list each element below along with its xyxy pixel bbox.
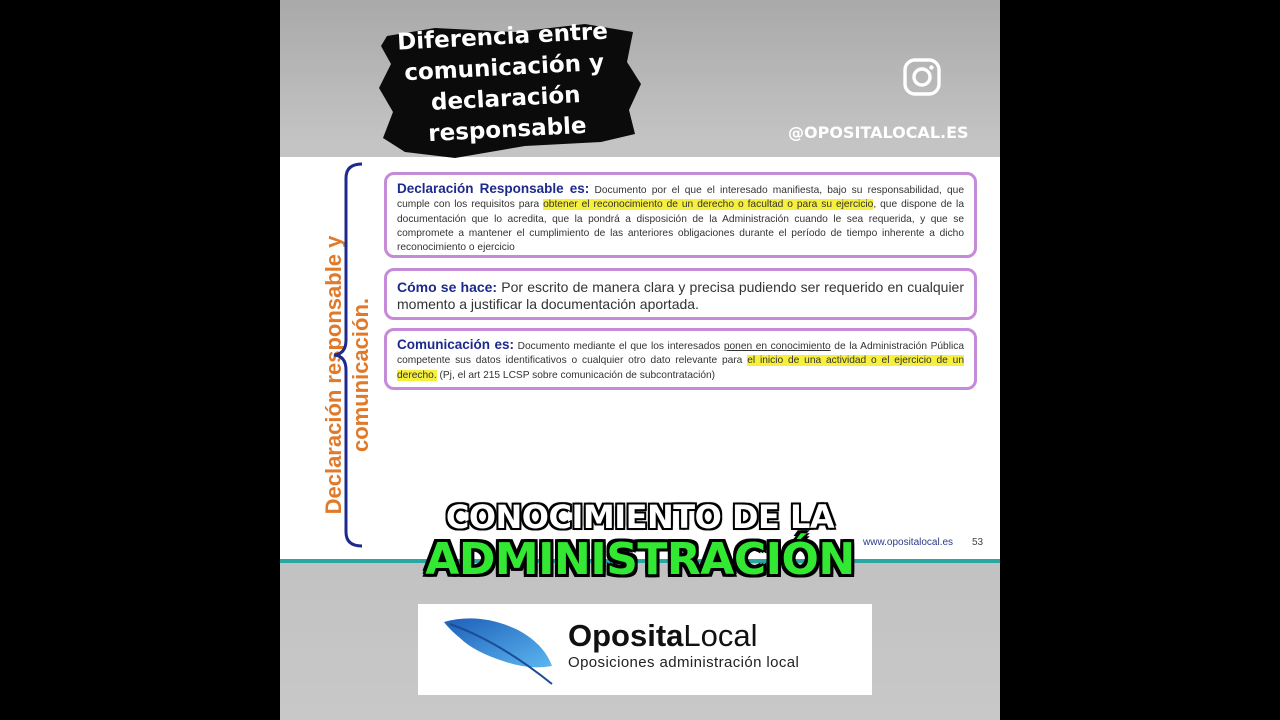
instagram-handle: @OPOSITALOCAL.ES bbox=[788, 123, 969, 142]
declaracion-text-a: Documento por el que el interesado manifiesta, bajo su responsabilidad, que cumple con los requisitos para bbox=[397, 185, 964, 211]
declaracion-text-b: , que dispone de la documentación que lo acredita, que la pondrá a disposición de la Administración cuando le sea requerida, y que se compromete a mantener el cumplimiento de las anteriores obligaciones durante el período de tiempo inherente a dicho reconocimiento o ejercicio bbox=[397, 199, 964, 254]
como-se-hace-text: Por escrito de manera clara y precisa pudiendo ser requerido en cualquier momento a justificar la documentación aportada. bbox=[397, 279, 965, 312]
brand-name-regular: Local bbox=[683, 618, 758, 653]
como-se-hace-box bbox=[384, 268, 977, 320]
comunicacion-term: Comunicación es: bbox=[397, 337, 515, 352]
slide-side-label: Declaración responsable y comunicación. bbox=[321, 235, 373, 515]
slide-page-number: 53 bbox=[972, 537, 984, 548]
comunicacion-text-a: Documento mediante el que los interesados bbox=[514, 341, 724, 352]
caption-line-1: CONOCIMIENTO DE LA bbox=[445, 498, 835, 536]
comunicacion-text-b: de la Administración Pública competente sus datos identificativos o cualquier otro dato relevante para bbox=[397, 341, 964, 367]
como-se-hace-term: Cómo se hace: bbox=[397, 279, 498, 295]
brace-icon bbox=[332, 160, 382, 550]
comunicacion-text-c: (Pj, el art 215 LCSP sobre comunicación de subcontratación) bbox=[436, 369, 716, 381]
slide-footer-url: www.opositalocal.es bbox=[863, 537, 954, 548]
instagram-icon bbox=[903, 58, 941, 96]
video-frame bbox=[280, 0, 1000, 720]
brand-name bbox=[568, 618, 758, 654]
brand-logo-card bbox=[418, 604, 872, 695]
declaracion-responsable-box bbox=[384, 172, 977, 258]
feather-icon bbox=[440, 612, 560, 688]
video-title: Diferencia entre comunicación y declaración responsable bbox=[396, 18, 609, 148]
brand-tagline: Oposiciones administración local bbox=[568, 654, 800, 671]
comunicacion-underlined: ponen en conocimiento bbox=[723, 341, 831, 352]
declaracion-term: Declaración Responsable es: bbox=[397, 181, 590, 196]
declaracion-highlight: obtener el reconocimiento de un derecho o facultad o para su ejercicio bbox=[543, 199, 874, 211]
brand-name-bold: Oposita bbox=[568, 618, 684, 653]
caption-line-2: ADMINISTRACIÓN bbox=[425, 534, 855, 585]
comunicacion-box bbox=[384, 328, 977, 390]
comunicacion-highlight: el inicio de una actividad o el ejercicio de un derecho. bbox=[397, 355, 964, 381]
